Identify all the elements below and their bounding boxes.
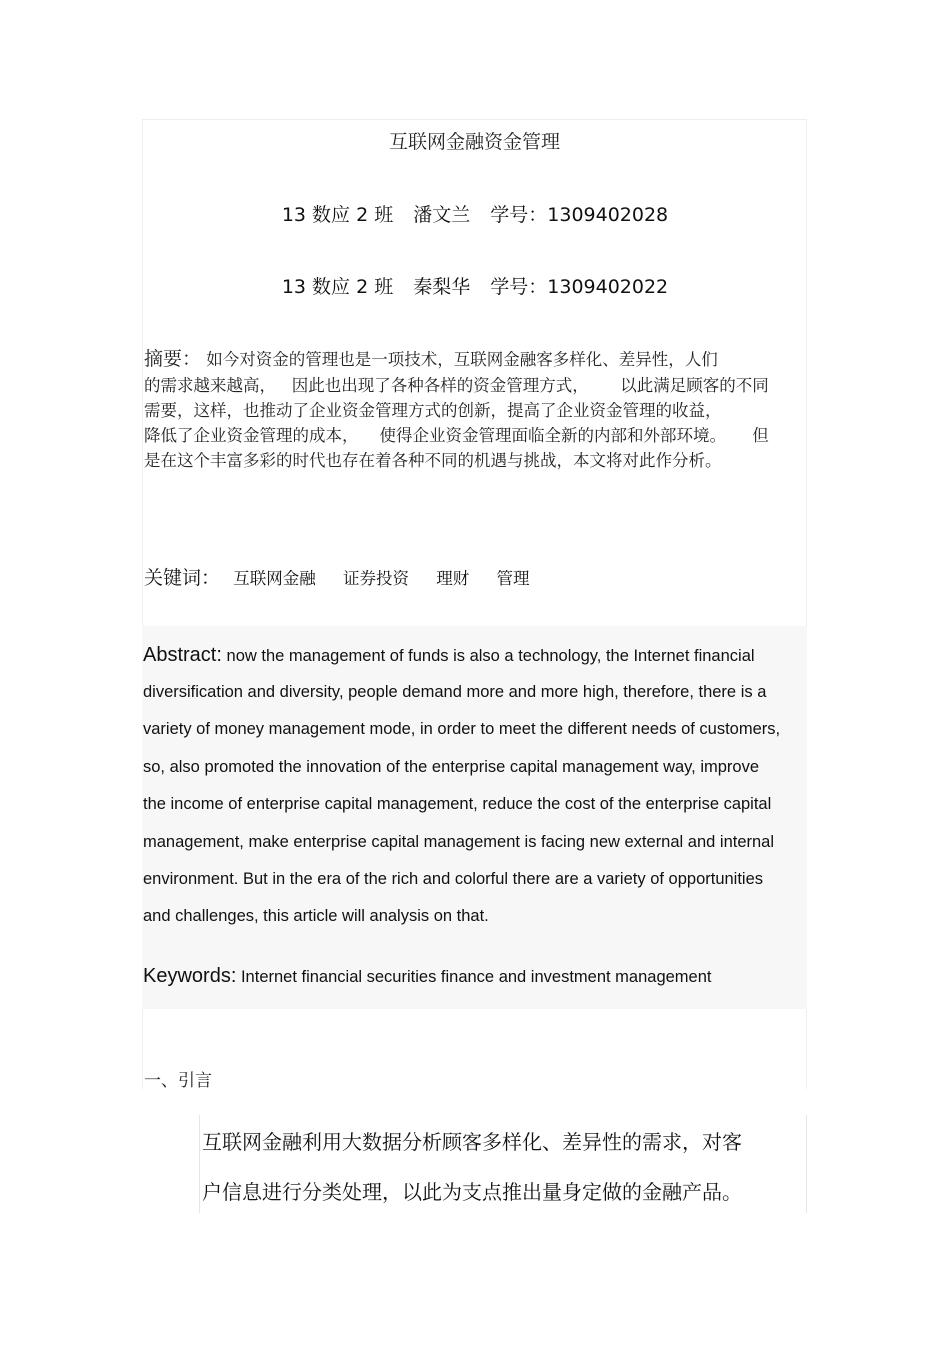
section-heading: 一、引言 [144, 1071, 212, 1091]
author-class: 13 数应 2 班 [281, 204, 394, 226]
abstract-en-line: environment. But in the era of the rich and colorful there are a variety of opportunities [143, 869, 764, 888]
intro-paragraph [202, 1122, 742, 1222]
student-id [490, 276, 668, 298]
abstract-en-line [143, 636, 843, 674]
abstract-line: 是在这个丰富多彩的时代也存在着各种不同的机遇与挑战，本文将对此作分析。 [144, 451, 722, 470]
author-name: 秦梨华 [413, 276, 471, 298]
student-id-value: 1309402028 [547, 204, 669, 226]
author-line-2 [0, 275, 950, 299]
keywords-en-text: Internet financial securities finance and investment management [240, 968, 712, 986]
abstract-line [144, 346, 824, 373]
abstract-en-line: variety of money management mode, in order to meet the different needs of customers, [143, 720, 781, 739]
author-name: 潘文兰 [413, 204, 471, 226]
abstract-en-line: diversification and diversity, people demand more and more high, therefore, there is a [143, 683, 767, 701]
chinese-abstract [144, 346, 824, 473]
abstract-en-line: the income of enterprise capital management, reduce the cost of the enterprise capital [143, 795, 772, 814]
abstract-line: 的需求越来越高， 因此也出现了各种各样的资金管理方式， 以此满足顾客的不同 [144, 376, 769, 395]
keyword-item: 管理 [496, 569, 530, 588]
english-abstract [143, 636, 843, 936]
keywords-cn-label: 关键词： [144, 567, 221, 589]
abstract-en-label: Abstract: [143, 644, 222, 666]
chinese-keywords [144, 564, 530, 593]
student-id-label: 学号： [490, 276, 548, 298]
paper-title: 互联网金融资金管理 [388, 131, 560, 153]
author-class: 13 数应 2 班 [281, 276, 394, 298]
intro-line: 户信息进行分类处理，以此为支点推出量身定做的金融产品。 [202, 1180, 742, 1204]
keyword-item: 理财 [436, 569, 470, 588]
keywords-en-label: Keywords: [143, 965, 237, 987]
abstract-en-line: so, also promoted the innovation of the enterprise capital management way, improve [143, 757, 760, 776]
abstract-cn-text: 如今对资金的管理也是一项技术，互联网金融客多样化、差异性，人们 [206, 350, 718, 369]
student-id-value: 1309402022 [547, 276, 669, 298]
intro-line: 互联网金融利用大数据分析顾客多样化、差异性的需求，对客 [202, 1130, 742, 1154]
abstract-en-line: and challenges, this article will analysis on that. [143, 907, 489, 926]
english-keywords [143, 960, 712, 993]
keyword-item: 证券投资 [343, 569, 410, 588]
student-id [490, 204, 668, 226]
abstract-en-line: management, make enterprise capital management is facing new external and internal [143, 832, 775, 851]
abstract-en-text: now the management of funds is also a technology, the Internet financial [226, 647, 755, 665]
keyword-item: 互联网金融 [233, 569, 316, 588]
abstract-line: 降低了企业资金管理的成本， 使得企业资金管理面临全新的内部和外部环境。 但 [144, 426, 769, 445]
student-id-label: 学号： [490, 204, 548, 226]
abstract-cn-label: 摘要： [144, 348, 202, 370]
author-line-1 [0, 203, 950, 227]
abstract-line: 需要，这样，也推动了企业资金管理方式的创新，提高了企业资金管理的收益， [144, 401, 722, 420]
